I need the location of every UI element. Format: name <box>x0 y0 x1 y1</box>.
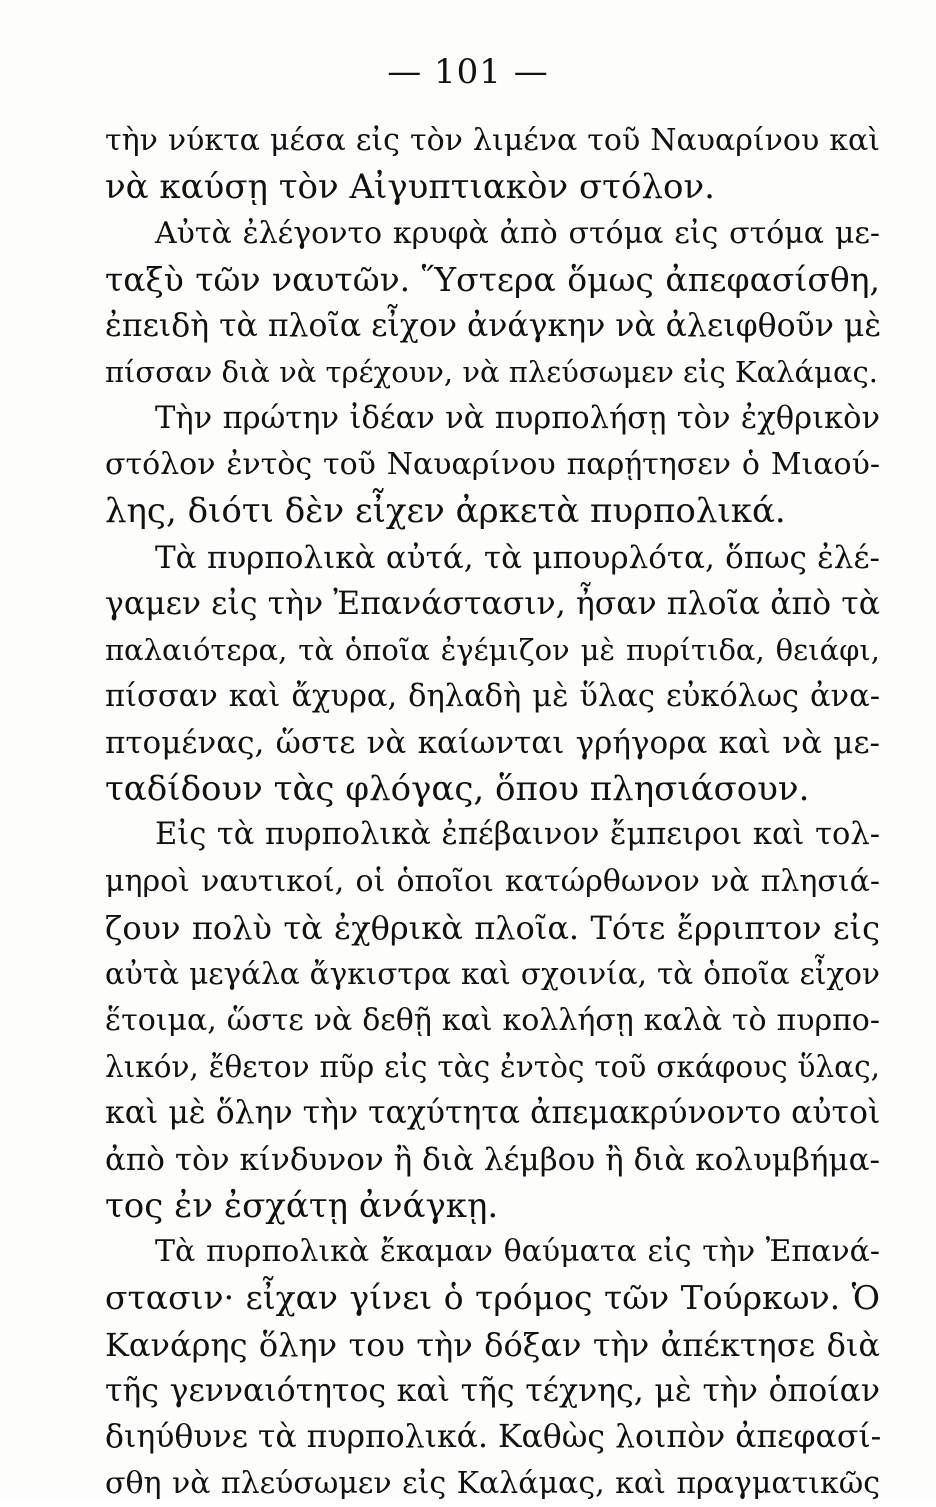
text-line: τὴν νύκτα μέσα εἰς τὸν λιμένα τοῦ Ναυαρίνου καὶ <box>105 123 880 158</box>
text-line: Κανάρης ὅλην του τὴν δόξαν τὴν ἀπέκτησε διὰ <box>105 1325 880 1364</box>
text-line: διηύθυνε τὰ πυρπολικά. Καθὼς λοιπὸν ἀπεφασί- <box>105 1419 882 1456</box>
text-line: πτομένας, ὥστε νὰ καίωνται γρήγορα καὶ νὰ με- <box>105 724 880 761</box>
page-number: — 101 — <box>387 52 549 92</box>
text-line: αὐτὰ μεγάλα ἄγκιστρα καὶ σχοινία, τὰ ὁποῖα εἶχον <box>105 957 880 992</box>
text-line: ζουν πολὺ τὰ ἐχθρικὰ πλοῖα. Τότε ἔρριπτον εἰς <box>105 909 880 948</box>
text-line: σθη νὰ πλεύσωμεν εἰς Καλάμας, καὶ πραγματικῶς <box>105 1465 880 1501</box>
text-line: στόλον ἐντὸς τοῦ Ναυαρίνου παρῄτησεν ὁ Μιαού- <box>105 447 880 483</box>
text-line: παλαιότερα, τὰ ὁποῖα ἐγέμιζον μὲ πυρίτιδα, θειάφι, <box>105 633 880 668</box>
text-line: ταξὺ τῶν ναυτῶν. Ὕστερα ὅμως ἀπεφασίσθη, <box>105 259 880 299</box>
text-line: ταδίδουν τὰς φλόγας, ὅπου πλησιάσουν. <box>105 769 810 810</box>
text-line: Τὰ πυρπολικὰ αὐτά, τὰ μπουρλότα, ὅπως ἐλέ- <box>155 539 880 576</box>
text-line: τος ἐν ἐσχάτῃ ἀνάγκῃ. <box>105 1185 499 1226</box>
text-line: ἀπὸ τὸν κίνδυνον ἢ διὰ λέμβου ἢ διὰ κολυμβήμα- <box>105 1141 880 1178</box>
text-line: μηροὶ ναυτικοί, οἱ ὁποῖοι κατώρθωνον νὰ πλησιά- <box>105 863 880 899</box>
text-line: πίσσαν διὰ νὰ τρέχουν, νὰ πλεύσωμεν εἰς Καλάμας. <box>105 355 879 390</box>
text-line: στασιν· εἶχαν γίνει ὁ τρόμος τῶν Τούρκων. Ὁ <box>105 1278 880 1318</box>
text-line: Τὰ πυρπολικὰ ἔκαμαν θαύματα εἰς τὴν Ἐπανά- <box>155 1234 880 1270</box>
text-line: πίσσαν καὶ ἄχυρα, δηλαδὴ μὲ ὕλας εὐκόλως ἀνα- <box>105 678 880 714</box>
text-line: λης, διότι δὲν εἶχεν ἀρκετὰ πυρπολικά. <box>105 491 786 532</box>
text-line: γαμεν εἰς τὴν Ἐπανάστασιν, ἦσαν πλοῖα ἀπὸ τὰ <box>105 585 880 622</box>
text-line: τῆς γενναιότητος καὶ τῆς τέχνης, μὲ τὴν ὁποίαν <box>105 1373 880 1410</box>
text-line: Αὐτὰ ἐλέγοντο κρυφὰ ἀπὸ στόμα εἰς στόμα με- <box>155 215 880 251</box>
text-line: νὰ καύσῃ τὸν Αἰγυπτιακὸν στόλον. <box>105 167 715 208</box>
text-line: Τὴν πρώτην ἰδέαν νὰ πυρπολήσῃ τὸν ἐχθρικὸν <box>155 400 880 436</box>
text-line: καὶ μὲ ὅλην τὴν ταχύτητα ἀπεμακρύνοντο αὐτοὶ <box>105 1095 881 1132</box>
body-text <box>105 118 880 1507</box>
text-line: ἐπειδὴ τὰ πλοῖα εἶχον ἀνάγκην νὰ ἀλειφθοῦν μὲ <box>105 308 882 345</box>
text-line: Εἰς τὰ πυρπολικὰ ἐπέβαινον ἔμπειροι καὶ τολ- <box>155 817 880 853</box>
text-line: ἕτοιμα, ὥστε νὰ δεθῇ καὶ κολλήσῃ καλὰ τὸ πυρπο- <box>105 1002 880 1038</box>
text-line: λικόν, ἔθετον πῦρ εἰς τὰς ἐντὸς τοῦ σκάφους ὕλας, <box>105 1049 880 1084</box>
